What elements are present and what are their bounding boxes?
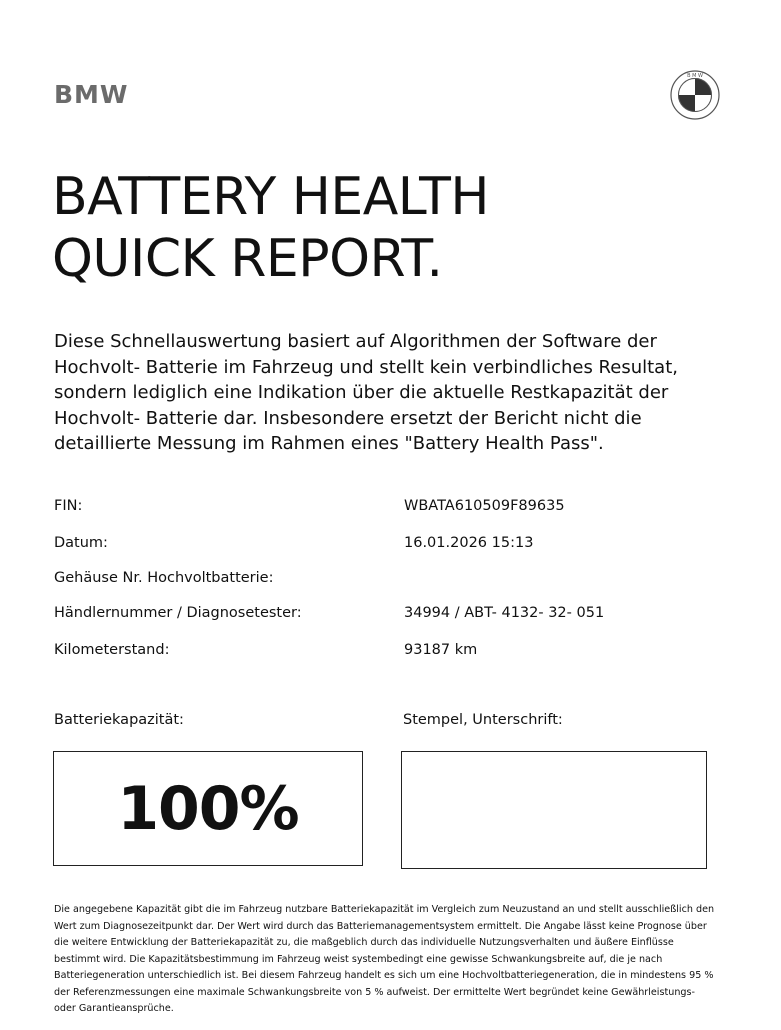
- field-label: Kilometerstand:: [54, 642, 170, 658]
- field-value: 16.01.2026 15:13: [404, 535, 534, 551]
- brand-wordmark: BMW: [54, 80, 129, 109]
- title-line-1: BATTERY HEALTH: [52, 167, 489, 227]
- bmw-roundel-icon: [670, 70, 720, 120]
- svg-text:B M W: B M W: [687, 73, 703, 79]
- capacity-box: [53, 751, 363, 866]
- field-row-datum: [54, 535, 534, 551]
- field-row-fin: [54, 498, 565, 514]
- field-value: 34994 / ABT- 4132- 32- 051: [404, 605, 605, 621]
- capacity-label: Batteriekapazität:: [54, 712, 184, 728]
- field-row-kilometer: [54, 642, 478, 658]
- field-label: Gehäuse Nr. Hochvoltbatterie:: [54, 570, 274, 586]
- intro-paragraph: Diese Schnellauswertung basiert auf Algorithmen der Software der Hochvolt- Batterie im Fahrzeug und stellt kein verbindliches Resultat, sondern lediglich eine Indikation über die aktuelle Restkapazität der Hochvolt- Batterie dar. Insbesondere ersetzt der Bericht nicht die detaillierte Messung im Rahmen eines "Battery Health Pass".: [54, 331, 678, 455]
- field-row-haendler: [54, 605, 605, 621]
- field-value: 93187 km: [404, 642, 478, 658]
- title-line-2: QUICK REPORT.: [52, 229, 443, 289]
- field-label: FIN:: [54, 498, 83, 514]
- stamp-label: Stempel, Unterschrift:: [403, 712, 563, 728]
- capacity-value: 100%: [117, 773, 299, 844]
- report-title: [52, 166, 489, 290]
- field-row-gehaeuse: [54, 570, 273, 586]
- field-label: Händlernummer / Diagnosetester:: [54, 605, 302, 621]
- field-value: WBATA610509F89635: [404, 498, 565, 514]
- field-label: Datum:: [54, 535, 108, 551]
- stamp-signature-box: [401, 751, 707, 869]
- footnote-disclaimer: Die angegebene Kapazität gibt die im Fahrzeug nutzbare Batteriekapazität im Vergleich zum Neuzustand an und stellt ausschließlich den Wert zum Diagnosezeitpunkt dar. Der Wert wird durch das Batteriemanagementsystem ermittelt. Die Angabe lässt keine Prognose über die weitere Entwicklung der Batteriekapazität zu, die maßgeblich durch das individuelle Nutzungsverhalten und äußere Einflüsse bestimmt wird. Die Kapazitätsbestimmung im Fahrzeug weist systembedingt eine gewisse Schwankungsbreite auf, die je nach Batteriegeneration unterschiedlich ist. Bei diesem Fahrzeug handelt es sich um eine Hochvoltbatteriegeneration, die in mindestens 95 % der Referenzmessungen eine maximale Schwankungsbreite von 5 % aufweist. Der ermittelte Wert begründet keine Gewährleistungs- oder Garantieansprüche.: [54, 904, 715, 1014]
